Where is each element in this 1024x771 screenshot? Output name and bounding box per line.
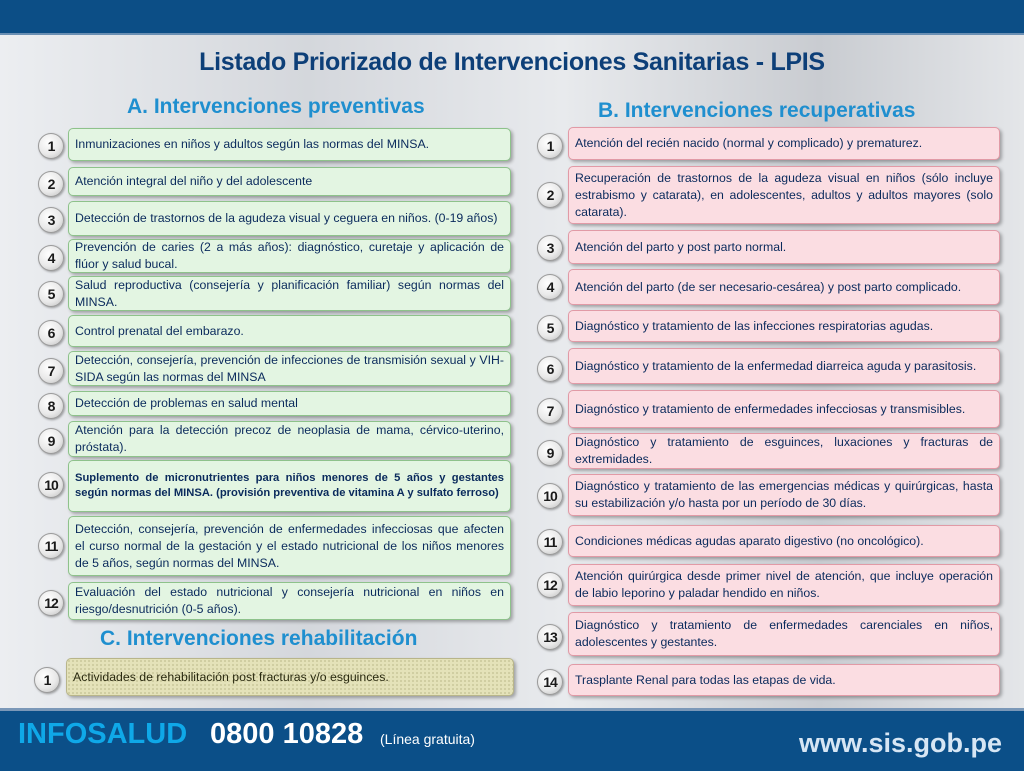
item-number-badge: 6 — [38, 320, 64, 346]
item-number-badge: 4 — [537, 274, 563, 300]
item-number-badge: 3 — [537, 235, 563, 261]
footer-phone[interactable]: 0800 10828 — [210, 718, 364, 750]
list-item: Diagnóstico y tratamiento de esguinces, luxaciones y fracturas de extremidades. — [568, 433, 1000, 469]
footer-brand: INFOSALUD — [18, 718, 188, 750]
list-item: Detección, consejería, prevención de infecciones de transmisión sexual y VIH-SIDA según las normas del MINSA — [68, 351, 511, 386]
item-number-badge: 8 — [38, 393, 64, 419]
item-number-badge: 12 — [38, 590, 64, 616]
page-title: Listado Priorizado de Intervenciones Sanitarias - LPIS — [199, 48, 825, 76]
item-number-badge: 9 — [537, 440, 563, 466]
list-item: Control prenatal del embarazo. — [68, 315, 511, 347]
list-item: Actividades de rehabilitación post fracturas y/o esguinces. — [66, 658, 514, 696]
item-number-badge: 2 — [537, 182, 563, 208]
item-number-badge: 12 — [537, 572, 563, 598]
list-item: Detección de problemas en salud mental — [68, 391, 511, 416]
list-item: Evaluación del estado nutricional y consejería nutricional en niños en riesgo/desnutrición (0-5 años). — [68, 582, 511, 620]
list-item: Atención para la detección precoz de neoplasia de mama, cérvico-uterino, próstata). — [68, 421, 511, 457]
item-number-badge: 14 — [537, 669, 563, 695]
list-item: Salud reproductiva (consejería y planificación familiar) según normas del MINSA. — [68, 276, 511, 311]
item-number-badge: 4 — [38, 245, 64, 271]
item-number-badge: 11 — [38, 533, 64, 559]
list-item: Atención integral del niño y del adolescente — [68, 167, 511, 196]
list-item: Detección, consejería, prevención de enfermedades infecciosas que afecten el curso normal de la gestación y el estado nutricional de los niños menores de 5 años, según normas del MINSA. — [68, 516, 511, 576]
item-number-badge: 5 — [537, 315, 563, 341]
list-item: Prevención de caries (2 a más años): diagnóstico, curetaje y aplicación de flúor y salud bucal. — [68, 239, 511, 273]
list-item: Atención quirúrgica desde primer nivel de atención, que incluye operación de labio leporino y paladar hendido en niños. — [568, 564, 1000, 606]
item-number-badge: 7 — [38, 358, 64, 384]
list-item: Atención del recién nacido (normal y complicado) y prematurez. — [568, 127, 1000, 160]
section-b-title: B. Intervenciones recuperativas — [598, 99, 916, 122]
item-number-badge: 11 — [537, 529, 563, 555]
list-item: Condiciones médicas agudas aparato digestivo (no oncológico). — [568, 525, 1000, 557]
list-item: Atención del parto y post parto normal. — [568, 230, 1000, 264]
item-number-badge: 9 — [38, 428, 64, 454]
item-number-badge: 6 — [537, 356, 563, 382]
footer-website-link[interactable]: www.sis.gob.pe — [798, 728, 1002, 758]
list-item: Detección de trastornos de la agudeza visual y ceguera en niños. (0-19 años) — [68, 201, 511, 236]
list-item: Diagnóstico y tratamiento de la enfermedad diarreica aguda y parasitosis. — [568, 348, 1000, 384]
footer-note: (Línea gratuita) — [380, 731, 475, 747]
item-number-badge: 3 — [38, 207, 64, 233]
item-number-badge: 1 — [34, 667, 60, 693]
list-item: Diagnóstico y tratamiento de las emergencias médicas y quirúrgicas, hasta su estabilización y/o hasta por un período de 30 días. — [568, 474, 1000, 516]
list-item: Inmunizaciones en niños y adultos según las normas del MINSA. — [68, 128, 511, 161]
section-c-title: C. Intervenciones rehabilitación — [100, 627, 418, 650]
section-a-title: A. Intervenciones preventivas — [127, 95, 425, 118]
item-number-badge: 10 — [537, 483, 563, 509]
item-number-badge: 1 — [38, 133, 64, 159]
list-item: Diagnóstico y tratamiento de enfermedades carenciales en niños, adolescentes y gestantes. — [568, 612, 1000, 656]
item-number-badge: 1 — [537, 133, 563, 159]
item-number-badge: 5 — [38, 281, 64, 307]
list-item: Suplemento de micronutrientes para niños menores de 5 años y gestantes según normas del MINSA. (provisión preventiva de vitamina A y sulfato ferroso) — [68, 460, 511, 512]
item-number-badge: 10 — [38, 472, 64, 498]
item-number-badge: 7 — [537, 398, 563, 424]
list-item: Atención del parto (de ser necesario-cesárea) y post parto complicado. — [568, 269, 1000, 305]
top-bar — [0, 0, 1024, 35]
item-number-badge: 13 — [537, 624, 563, 650]
list-item: Recuperación de trastornos de la agudeza visual en niños (sólo incluye estrabismo y catarata), en adolescentes, adultos y adultos mayores (solo catarata). — [568, 166, 1000, 224]
list-item: Diagnóstico y tratamiento de enfermedades infecciosas y transmisibles. — [568, 390, 1000, 428]
list-item: Diagnóstico y tratamiento de las infecciones respiratorias agudas. — [568, 310, 1000, 342]
list-item: Trasplante Renal para todas las etapas de vida. — [568, 664, 1000, 696]
item-number-badge: 2 — [38, 171, 64, 197]
